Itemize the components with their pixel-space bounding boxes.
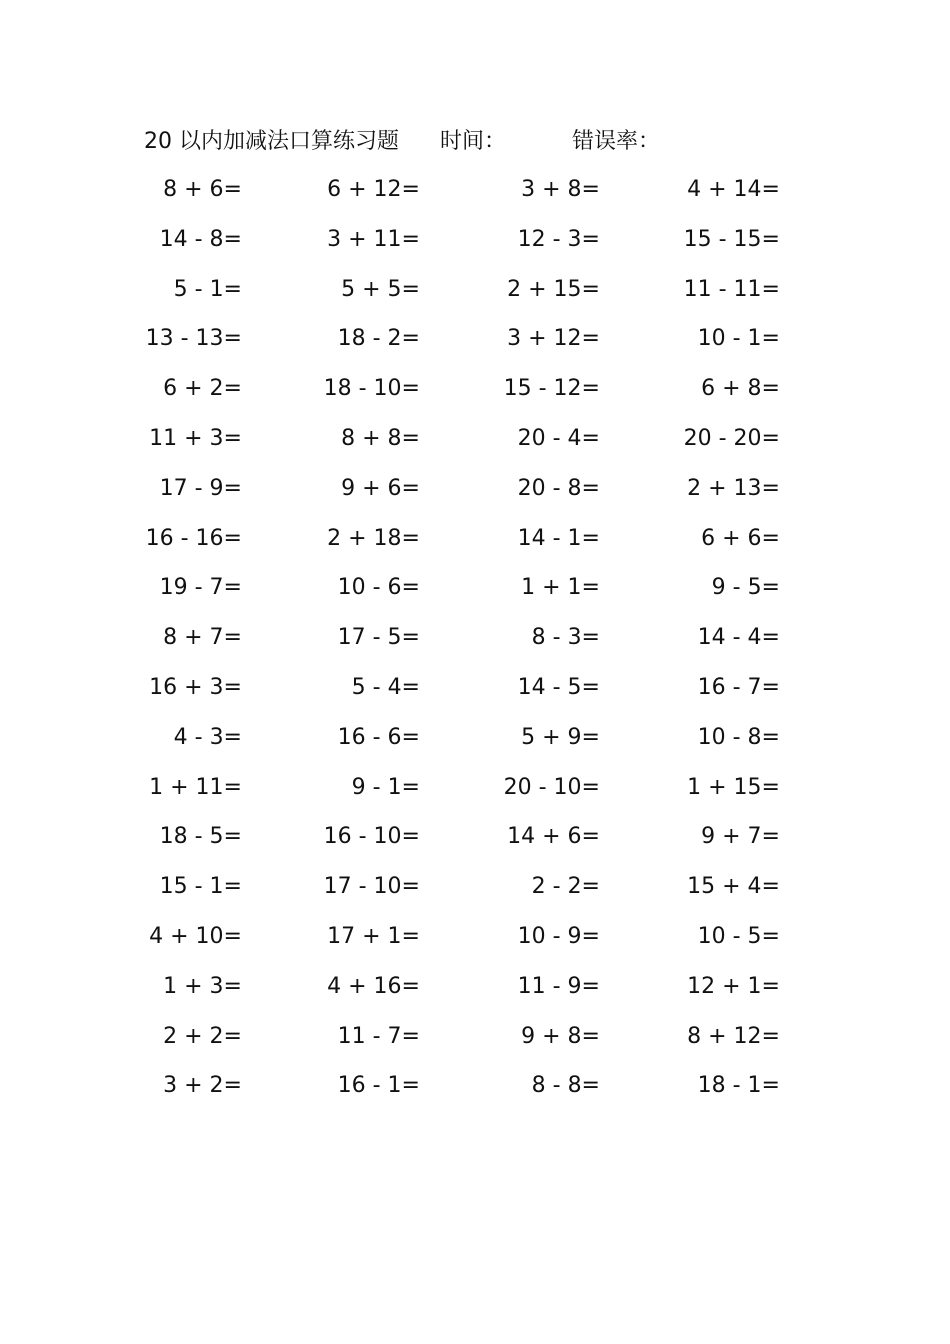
problem-row [0,867,950,917]
problem-item: 10 - 9= [517,923,600,949]
problem-item: 5 - 4= [351,674,420,700]
problem-item: 8 + 7= [163,625,242,651]
problem-item: 9 + 7= [701,824,780,850]
problem-item: 18 - 1= [697,1073,780,1099]
problem-row [0,718,950,768]
problem-item: 1 + 15= [687,774,780,800]
problem-item: 4 + 16= [327,973,420,999]
problem-item: 8 + 12= [687,1023,780,1049]
problem-item: 3 + 12= [507,326,600,352]
problem-item: 5 + 5= [341,276,420,302]
problem-item: 17 + 1= [327,923,420,949]
error-rate-label: 错误率： [572,129,661,154]
problem-item: 8 + 8= [341,425,420,451]
problem-item: 5 - 1= [173,276,242,302]
problem-row [0,419,950,469]
problem-item: 3 + 11= [327,226,420,252]
problem-item: 9 - 1= [351,774,420,800]
problem-row [0,1066,950,1116]
problem-row [0,469,950,519]
problem-item: 20 - 10= [503,774,600,800]
worksheet-header [144,124,804,160]
problem-item: 19 - 7= [159,575,242,601]
problem-item: 6 + 6= [701,525,780,551]
problem-item: 1 + 11= [149,774,242,800]
problem-row [0,668,950,718]
problem-item: 16 - 6= [337,724,420,750]
problem-row [0,568,950,618]
worksheet-title: 20 以内加减法口算练习题 [144,129,399,154]
problem-item: 20 - 4= [517,425,600,451]
problem-item: 11 - 9= [517,973,600,999]
problem-item: 15 - 1= [159,874,242,900]
problem-item: 18 - 5= [159,824,242,850]
problem-item: 13 - 13= [145,326,242,352]
problem-item: 8 + 6= [163,177,242,202]
problem-item: 15 - 15= [683,226,780,252]
problem-item: 3 + 2= [163,1073,242,1099]
problem-item: 17 - 9= [159,475,242,501]
problem-item: 1 + 1= [521,575,600,601]
problem-item: 16 - 10= [323,824,420,850]
problem-row [0,319,950,369]
problem-row [0,220,950,270]
problem-item: 20 - 20= [683,425,780,451]
problem-item: 16 - 16= [145,525,242,551]
problem-item: 14 - 1= [517,525,600,551]
problem-item: 11 + 3= [149,425,242,451]
problem-row [0,768,950,818]
problem-item: 10 - 6= [337,575,420,601]
problem-item: 11 - 11= [683,276,780,302]
problem-item: 14 - 4= [697,625,780,651]
problem-item: 9 - 5= [711,575,780,601]
problem-item: 15 - 12= [503,376,600,402]
problem-item: 9 + 6= [341,475,420,501]
problem-item: 17 - 10= [323,874,420,900]
problem-row [0,170,950,220]
problem-row [0,270,950,320]
problem-row [0,817,950,867]
problem-item: 16 - 7= [697,674,780,700]
problem-item: 4 + 10= [149,923,242,949]
problem-item: 5 + 9= [521,724,600,750]
problem-row [0,369,950,419]
problem-item: 16 - 1= [337,1073,420,1099]
problem-item: 6 + 12= [327,177,420,202]
problem-item: 16 + 3= [149,674,242,700]
problem-grid [0,170,950,1116]
problem-item: 17 - 5= [337,625,420,651]
problem-item: 10 - 1= [697,326,780,352]
problem-row [0,1017,950,1067]
problem-item: 10 - 8= [697,724,780,750]
problem-item: 12 + 1= [687,973,780,999]
problem-item: 14 + 6= [507,824,600,850]
problem-item: 4 + 14= [687,177,780,202]
problem-row [0,519,950,569]
problem-item: 4 - 3= [173,724,242,750]
problem-item: 2 + 2= [163,1023,242,1049]
problem-item: 6 + 8= [701,376,780,402]
problem-item: 2 + 13= [687,475,780,501]
problem-item: 9 + 8= [521,1023,600,1049]
problem-row [0,917,950,967]
problem-item: 18 - 10= [323,376,420,402]
problem-item: 8 - 3= [531,625,600,651]
problem-item: 1 + 3= [163,973,242,999]
problem-item: 12 - 3= [517,226,600,252]
problem-item: 3 + 8= [521,177,600,202]
problem-item: 2 + 15= [507,276,600,302]
problem-item: 6 + 2= [163,376,242,402]
problem-item: 15 + 4= [687,874,780,900]
problem-item: 18 - 2= [337,326,420,352]
time-label: 时间： [440,129,507,154]
problem-row [0,618,950,668]
problem-item: 2 - 2= [531,874,600,900]
problem-item: 20 - 8= [517,475,600,501]
problem-row [0,967,950,1017]
problem-item: 10 - 5= [697,923,780,949]
problem-item: 11 - 7= [337,1023,420,1049]
problem-item: 14 - 8= [159,226,242,252]
problem-item: 14 - 5= [517,674,600,700]
problem-item: 8 - 8= [531,1073,600,1099]
problem-item: 2 + 18= [327,525,420,551]
